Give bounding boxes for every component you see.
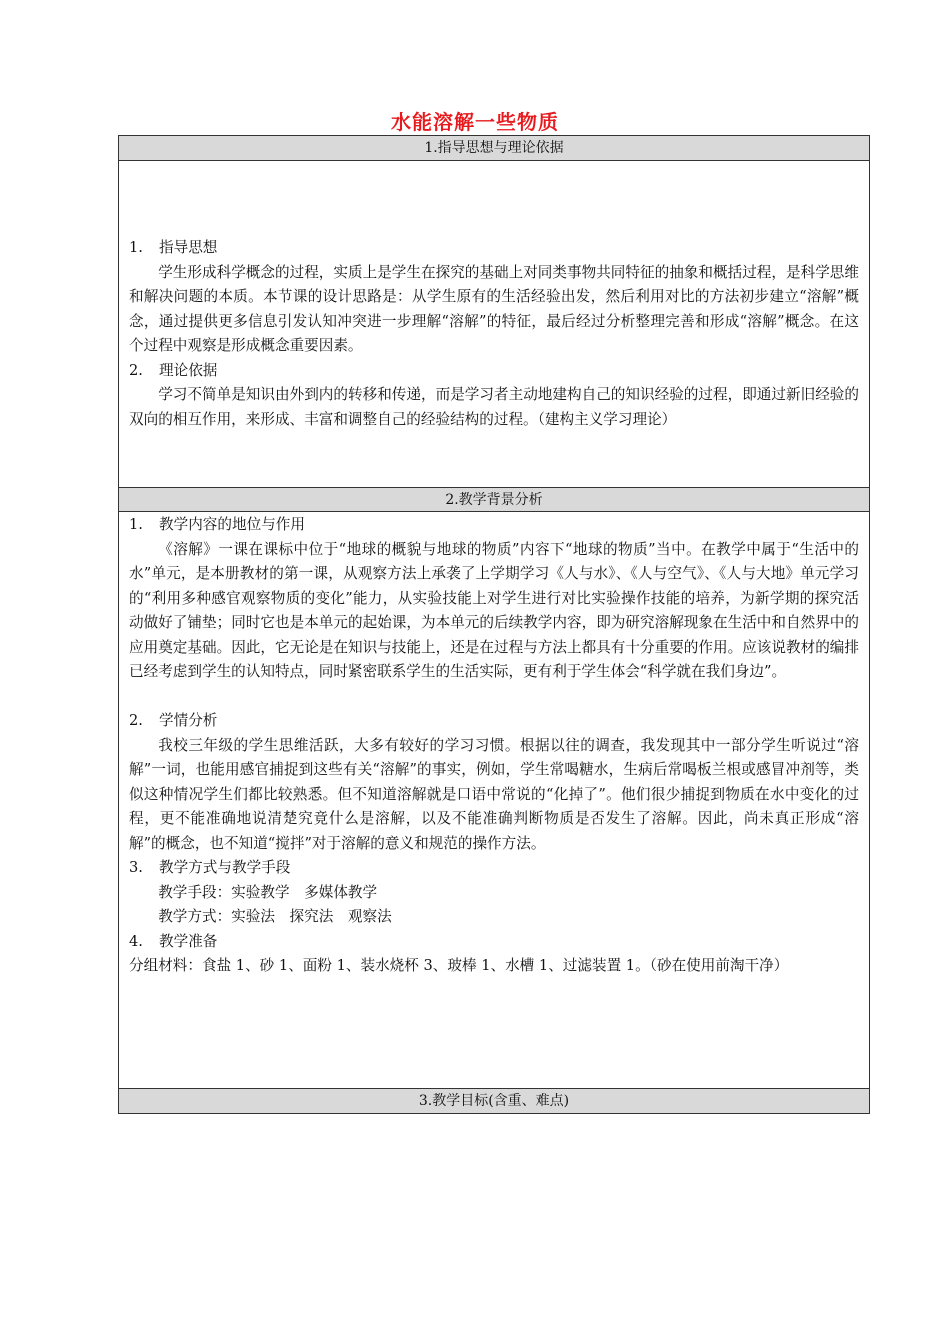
paragraph: 教学手段：实验教学 多媒体教学 (158, 883, 378, 901)
list-item (129, 930, 859, 955)
list-item (129, 236, 859, 261)
item-heading: 教学方式与教学手段 (159, 859, 291, 876)
lesson-plan-table (118, 135, 870, 1114)
item-number: 4. (129, 932, 143, 950)
paragraph: 《溶解》一课在课标中位于“地球的概貌与地球的物质”内容下“地球的物质”当中。在教学中属于“生活中的水”单元，是本册教材的第一课，从观察方法上承袭了上学期学习《人与水》、《人与空气》、《人与大地》单元学习的“利用多种感官观察物质的变化”能力，从实验技能上对学生进行对比实验操作技能的培养，为新学期的探究活动做好了铺垫；同时它也是本单元的起始课，为本单元的后续教学内容，即为研究溶解现象在生活中和自然界中的应用奠定基础。因此，它无论是在知识与技能上，还是在过程与方法上都具有十分重要的作用。应该说教材的编排已经考虑到学生的认知特点，同时紧密联系学生的生活实际，更有利于学生体会“科学就在我们身边”。 (129, 540, 859, 680)
paragraph: 学生形成科学概念的过程，实质上是学生在探究的基础上对同类事物共同特征的抽象和概括过程，是科学思维和解决问题的本质。本节课的设计思路是：从学生原有的生活经验出发，然后利用对比的方法初步建立“溶解”概念，通过提供更多信息引发认知冲突进一步理解“溶解”的特征，最后经过分析整理完善和形成“溶解”概念。在这个过程中观察是形成概念重要因素。 (129, 263, 859, 354)
list-item (129, 856, 859, 881)
paragraph: 学习不简单是知识由外到内的转移和传递，而是学习者主动地建构自己的知识经验的过程，即通过新旧经验的双向的相互作用，来形成、丰富和调整自己的经验结构的过程。（建构主义学习理论） (129, 386, 859, 428)
item-number: 1. (129, 516, 143, 533)
item-heading: 教学准备 (159, 932, 218, 950)
item-heading: 教学内容的地位与作用 (159, 516, 305, 533)
section-body-guiding-ideas (119, 161, 869, 487)
paragraph: 教学方式：实验法 探究法 观察法 (158, 908, 392, 925)
item-heading: 理论依据 (159, 361, 218, 379)
paragraph: 我校三年级的学生思维活跃，大多有较好的学习习惯。根据以往的调查，我发现其中一部分学生听说过“溶解”一词，也能用感官捕捉到这些有关“溶解”的事实，例如，学生常喝糖水，生病后常喝板兰根或感冒冲剂等，类似这种情况学生们都比较熟悉。但不知道溶解就是口语中常说的“化掉了”。他们很少捕捉到物质在水中变化的过程，更不能准确地说清楚究竟什么是溶解，以及不能准确判断物质是否发生了溶解。因此，尚未真正形成“溶解”的概念，也不知道“搅拌”对于溶解的意义和规范的操作方法。 (129, 736, 859, 852)
document-title: 水能溶解一些物质 (391, 110, 559, 134)
blank-line (129, 685, 859, 710)
item-heading: 学情分析 (159, 712, 218, 729)
item-heading: 指导思想 (159, 239, 218, 256)
list-item (129, 513, 859, 538)
list-item (129, 359, 859, 384)
section-header-teaching-objectives: 3.教学目标(含重、难点) (119, 1088, 869, 1113)
section-header-background-analysis: 2.教学背景分析 (119, 487, 869, 512)
item-number: 1. (129, 239, 143, 256)
section-header-guiding-ideas: 1.指导思想与理论依据 (119, 136, 869, 161)
list-item (129, 709, 859, 734)
section-body-background-analysis (119, 512, 869, 1088)
paragraph: 分组材料：食盐 1、砂 1、面粉 1、装水烧杯 3、玻棒 1、水槽 1、过滤装置 1。（砂在使用前淘干净） (129, 957, 789, 974)
item-number: 2. (129, 712, 143, 729)
item-number: 3. (129, 859, 143, 876)
item-number: 2. (129, 361, 143, 379)
